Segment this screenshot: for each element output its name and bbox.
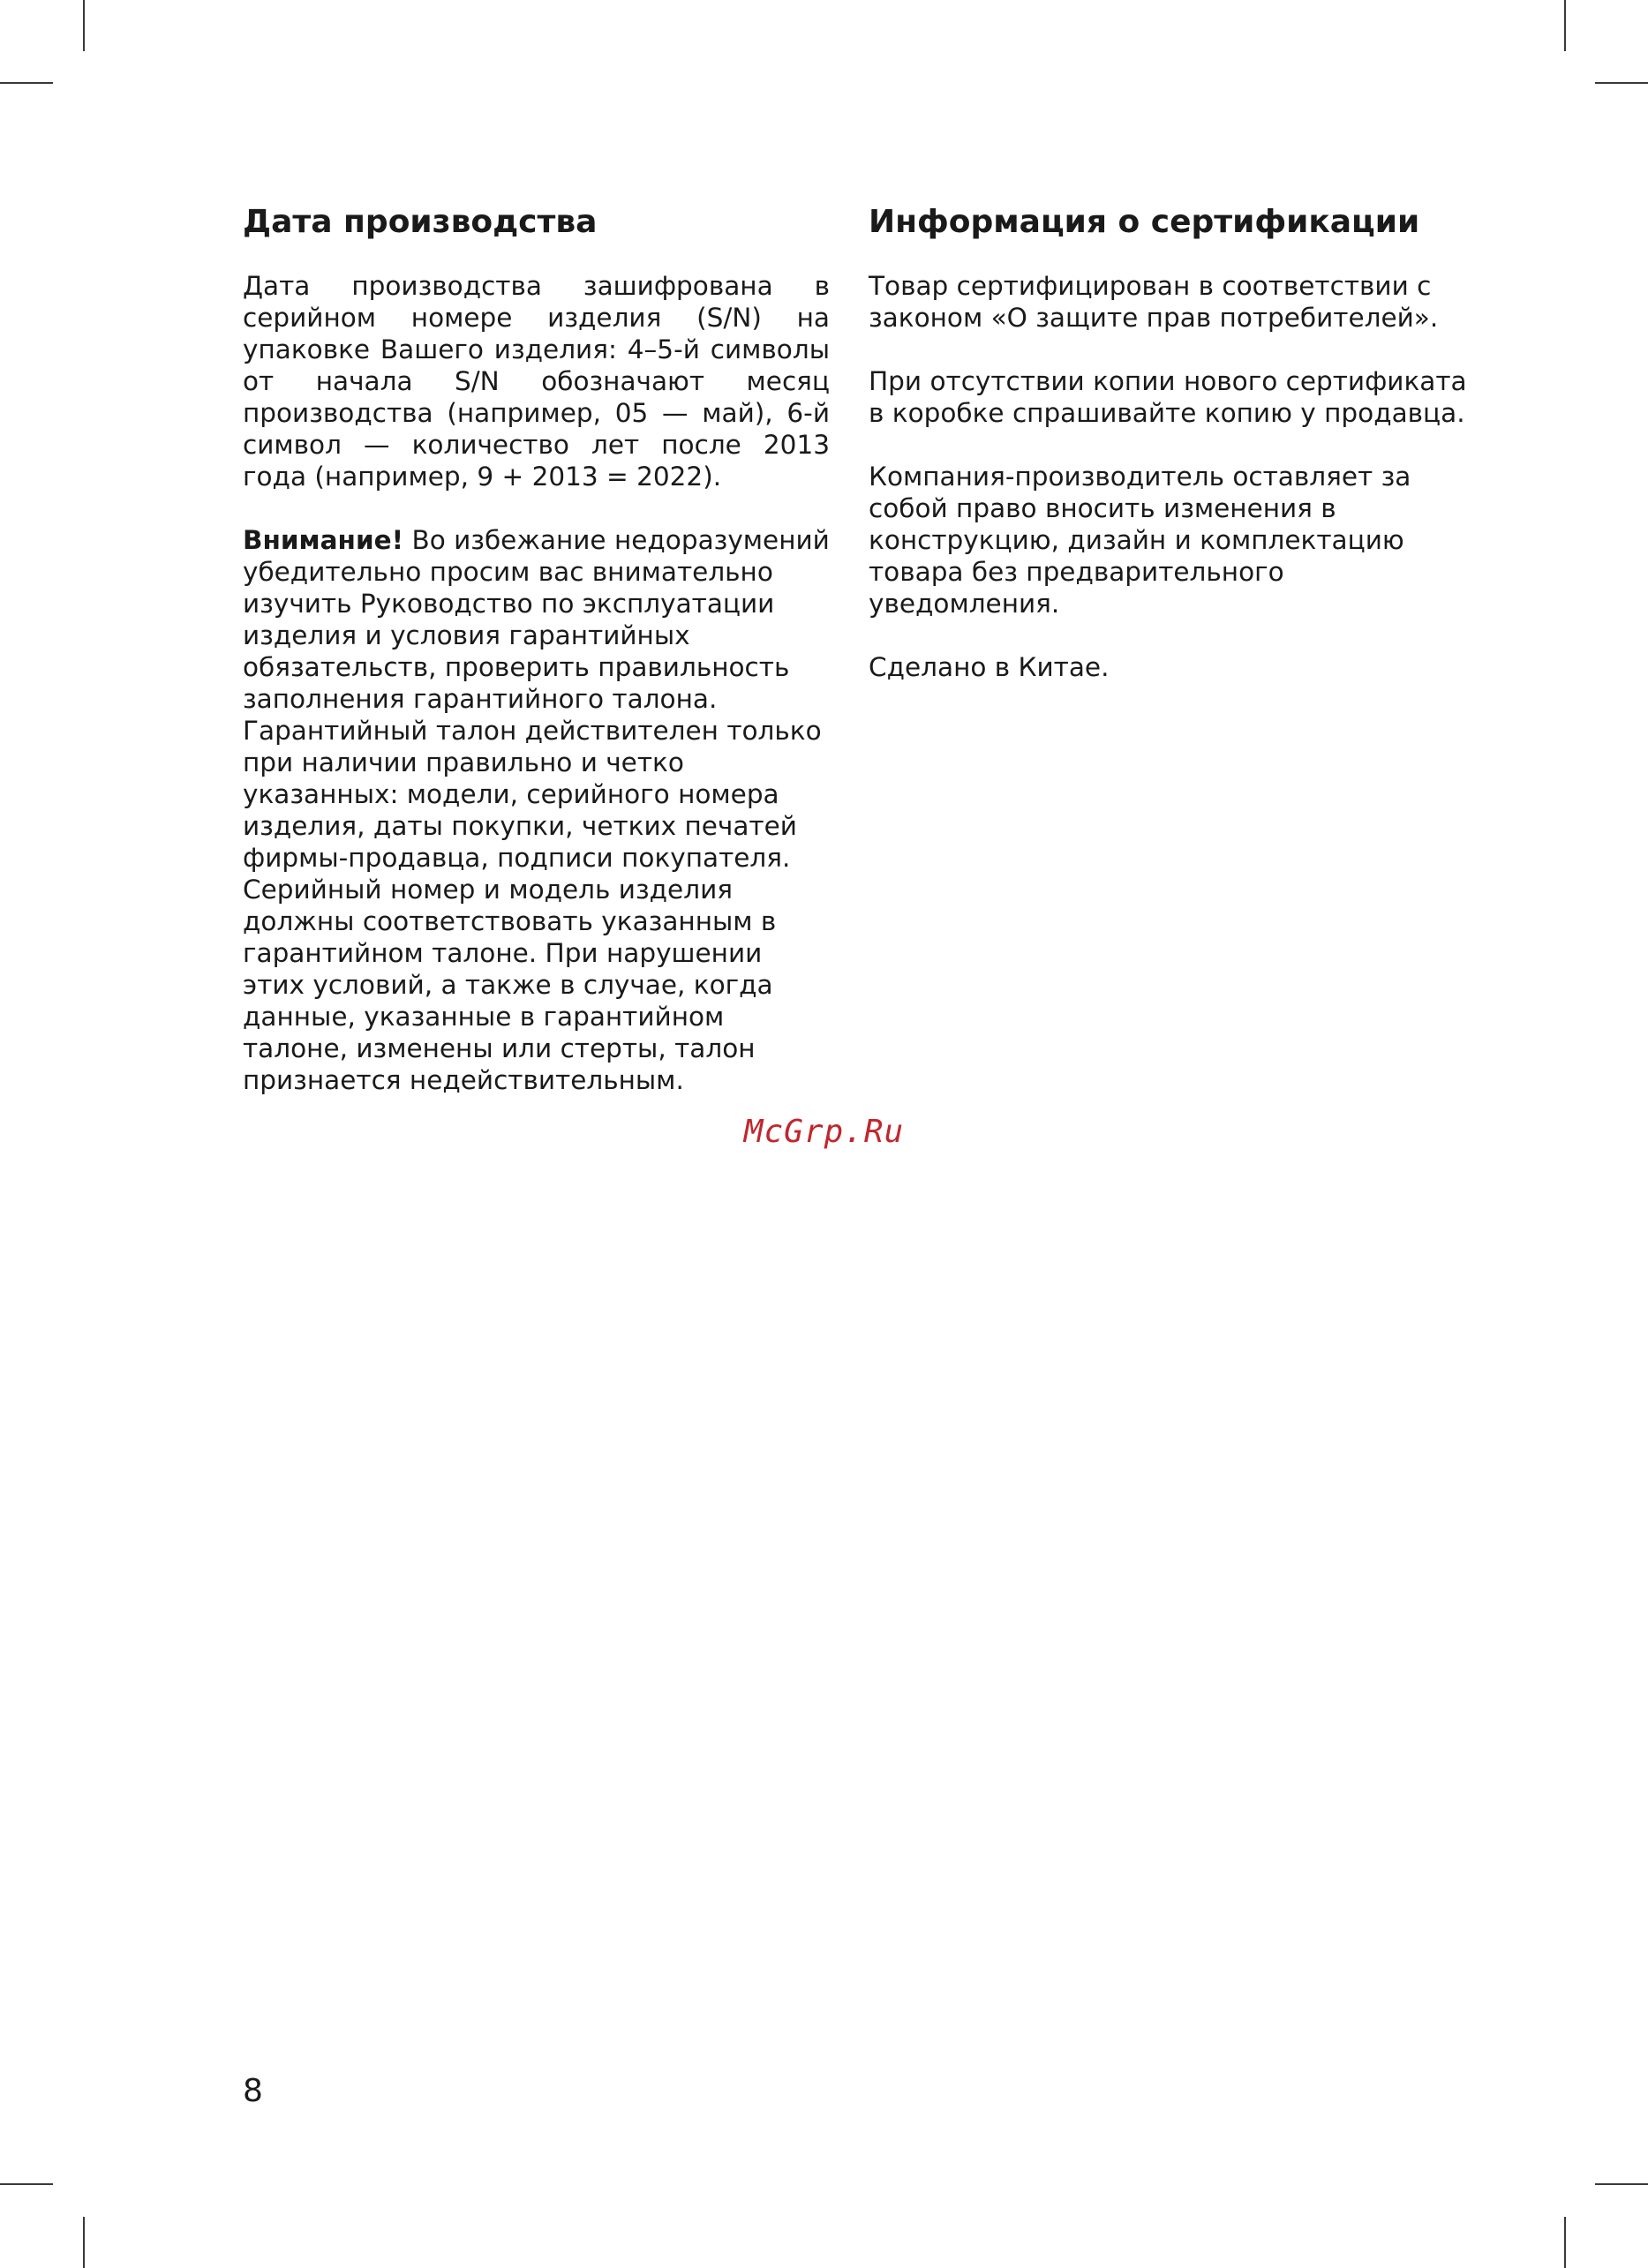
crop-mark-top-left-vertical <box>83 0 85 51</box>
certification-paragraph-2: При отсутствии копии нового сертификата в коробке спрашивайте копию у продавца. <box>869 366 1467 428</box>
crop-mark-top-right-vertical <box>1564 0 1566 51</box>
crop-mark-bottom-left-horizontal <box>0 2183 53 2185</box>
certification-paragraph-1: Товар сертифицирован в соответствии с законом «О защите прав потребителей». <box>869 271 1439 333</box>
crop-mark-bottom-right-horizontal <box>1595 2183 1648 2185</box>
production-date-paragraph: Дата производства зашифрована в серийном номере изделия (S/N) на упаковке Вашего изделия: 4–5-й символы от начала S/N обозначают месяц производства (например, 05 — май), 6-й символ — количество лет после 2013 года (например, 9 + 2013 = 2022). <box>243 271 830 492</box>
crop-mark-bottom-left-vertical <box>83 2217 85 2268</box>
notice-label: Внимание! <box>243 525 404 555</box>
production-date-section <box>243 201 830 1096</box>
notice-paragraph <box>243 524 830 1096</box>
certification-section <box>869 201 1469 683</box>
crop-mark-top-left-horizontal <box>0 82 53 84</box>
crop-mark-top-right-horizontal <box>1595 82 1648 84</box>
certification-title: Информация о сертификации <box>869 204 1420 240</box>
page-number: 8 <box>243 2073 263 2109</box>
watermark-text: McGrp.Ru <box>743 1114 905 1150</box>
made-in-paragraph: Сделано в Китае. <box>869 652 1110 682</box>
crop-mark-bottom-right-vertical <box>1564 2217 1566 2268</box>
certification-paragraph-3: Компания-производитель оставляет за собой право вносить изменения в конструкцию, дизайн и комплектацию товара без предварительного уведомления. <box>869 462 1411 619</box>
notice-text: Во избежание недоразумений убедительно просим вас внимательно изучить Руководство по эксплуатации изделия и условия гарантийных обязательств, проверить правильность заполнения гарантийного талона. Гарантийный талон действителен только при наличии правильно и четко указанных: модели, серийного номера изделия, даты покупки, четких печатей фирмы-продавца, подписи покупателя. Серийный номер и модель изделия должны соответствовать указанным в гарантийном талоне. При нарушении этих условий, а также в случае, когда данные, указанные в гарантийном талоне, изменены или стерты, талон признается недействительным. <box>243 525 830 1095</box>
production-date-title: Дата производства <box>243 204 598 240</box>
